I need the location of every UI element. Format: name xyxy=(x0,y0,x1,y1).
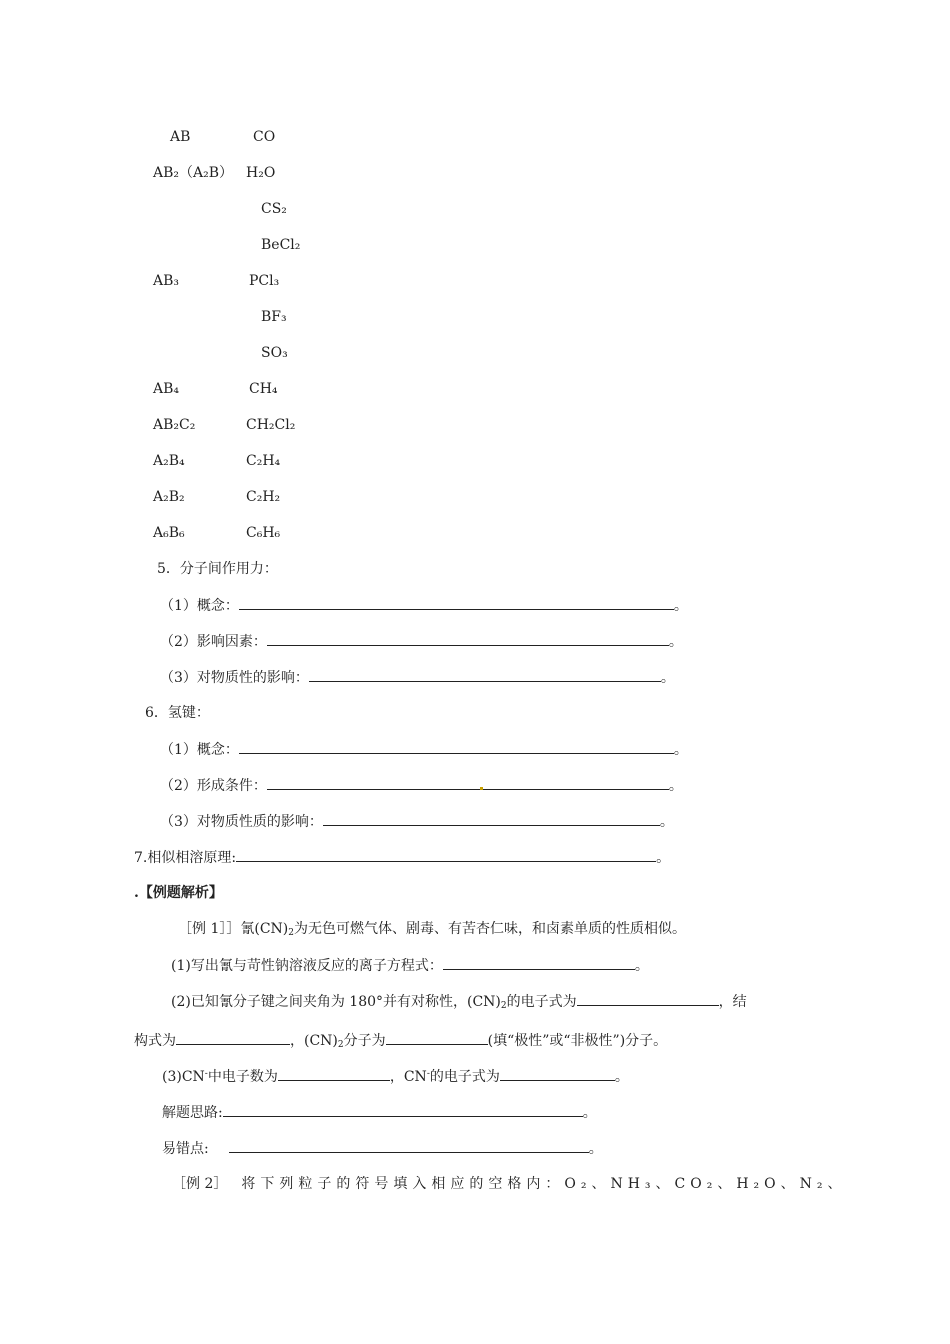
period: 。 xyxy=(659,814,674,830)
example-pcl3: PCl₃ xyxy=(249,273,280,289)
q1-text: (1)写出氰与苛性钠溶液反应的离子方程式： xyxy=(171,958,443,974)
example-1-error xyxy=(162,1139,603,1158)
section-5-item-3 xyxy=(160,668,675,687)
type-ab4: AB₄ xyxy=(153,381,180,397)
period: 。 xyxy=(582,1105,597,1121)
answer-blank[interactable] xyxy=(386,1031,488,1045)
q3-text-b: 中电子数为 xyxy=(207,1069,278,1085)
section-5-item-1 xyxy=(160,596,688,615)
period: 。 xyxy=(673,598,688,614)
error-label: 易错点: xyxy=(162,1141,209,1157)
answer-blank[interactable] xyxy=(500,1067,615,1081)
example-1-q2-line1 xyxy=(171,992,747,1011)
type-ab: AB xyxy=(170,129,191,145)
answer-blank[interactable] xyxy=(267,632,669,646)
section-7-label: 7.相似相溶原理: xyxy=(134,850,237,866)
answer-blank[interactable] xyxy=(236,848,656,862)
answer-blank[interactable] xyxy=(267,776,669,790)
section-6-item-2 xyxy=(160,776,683,795)
type-a2b2: A₂B₂ xyxy=(153,489,185,505)
example-becl2: BeCl₂ xyxy=(261,237,301,253)
example-ch4: CH₄ xyxy=(249,381,278,397)
example-so3: SO₃ xyxy=(261,345,288,361)
q2-text-e: ，(CN) xyxy=(290,1033,338,1049)
q3-text-a: (3)CN xyxy=(162,1069,205,1085)
period: 。 xyxy=(614,1069,629,1085)
period: 。 xyxy=(656,850,671,866)
subscript: 2 xyxy=(500,1001,507,1011)
example-c2h4: C₂H₄ xyxy=(246,453,281,469)
example-c6h6: C₆H₆ xyxy=(246,525,281,541)
q2-text-d: 构式为 xyxy=(134,1033,176,1049)
answer-blank[interactable] xyxy=(239,740,674,754)
answer-blank[interactable] xyxy=(577,992,719,1006)
example-1-intro-b: 为无色可燃气体、剧毒、有苦杏仁味，和卤素单质的性质相似。 xyxy=(293,921,686,937)
type-ab2c2: AB₂C₂ xyxy=(153,417,196,433)
section-5-item-2 xyxy=(160,632,683,651)
examples-heading: .【例题解析】 xyxy=(134,885,223,901)
type-ab3: AB₃ xyxy=(153,273,180,289)
superscript: - xyxy=(204,1069,208,1079)
period: 。 xyxy=(660,670,675,686)
answer-blank[interactable] xyxy=(176,1031,290,1045)
example-bf3: BF₃ xyxy=(261,309,287,325)
section-6-item-1-label: （1）概念： xyxy=(160,742,239,758)
answer-blank[interactable] xyxy=(278,1067,390,1081)
answer-blank[interactable] xyxy=(229,1139,589,1153)
period: 。 xyxy=(588,1141,603,1157)
example-1-intro-a: ［例 1］］氰(CN) xyxy=(178,921,289,937)
example-ch2cl2: CH₂Cl₂ xyxy=(246,417,296,433)
example-1-q1 xyxy=(171,956,649,975)
example-h2o: H₂O xyxy=(246,165,276,181)
period: 。 xyxy=(634,958,649,974)
period: 。 xyxy=(673,742,688,758)
answer-blank[interactable] xyxy=(309,668,661,682)
q3-text-d: 的电子式为 xyxy=(429,1069,500,1085)
example-1-intro xyxy=(178,920,686,938)
section-5-item-1-label: （1）概念： xyxy=(160,598,239,614)
answer-blank[interactable] xyxy=(323,812,660,826)
section-6-item-3-label: （3）对物质性质的影响： xyxy=(160,814,323,830)
period: 。 xyxy=(668,634,683,650)
example-2-text: 将下列粒子的符号填入相应的空格内：O₂、NH₃、CO₂、H₂O、N₂、 xyxy=(241,1176,847,1192)
section-6-item-1 xyxy=(160,740,688,759)
section-6-item-2-label: （2）形成条件： xyxy=(160,778,267,794)
think-label: 解题思路: xyxy=(162,1105,223,1121)
answer-blank[interactable] xyxy=(223,1103,583,1117)
type-a6b6: A₆B₆ xyxy=(153,525,185,541)
section-6-title: 6．氢键： xyxy=(145,705,210,721)
q3-text-c: ，CN xyxy=(389,1069,427,1085)
type-ab2: AB₂（A₂B） xyxy=(153,165,234,181)
answer-blank[interactable] xyxy=(239,596,674,610)
section-6-item-3 xyxy=(160,812,674,831)
q2-text-a: (2)已知氰分子键之间夹角为 180°并有对称性，(CN) xyxy=(171,994,501,1010)
subscript: 2 xyxy=(337,1040,344,1050)
example-1-q2-line2 xyxy=(134,1031,667,1050)
example-cs2: CS₂ xyxy=(261,201,287,217)
example-c2h2: C₂H₂ xyxy=(246,489,281,505)
section-5-item-3-label: （3）对物质性的影响： xyxy=(160,670,309,686)
q2-text-b: 的电子式为 xyxy=(506,994,577,1010)
answer-blank[interactable] xyxy=(443,956,635,970)
example-2 xyxy=(172,1175,846,1193)
q2-text-f: 分子为 xyxy=(343,1033,386,1049)
type-a2b4: A₂B₄ xyxy=(153,453,185,469)
q2-text-c: ，结 xyxy=(718,994,747,1010)
stray-mark xyxy=(480,787,483,790)
subscript: 2 xyxy=(288,928,294,938)
example-1-q3 xyxy=(162,1067,629,1086)
q2-text-g: (填“极性”或“非极性”)分子。 xyxy=(487,1033,668,1049)
section-7 xyxy=(134,848,670,867)
section-5-title: 5．分子间作用力： xyxy=(157,561,278,577)
example-co: CO xyxy=(253,129,276,145)
superscript: - xyxy=(426,1069,430,1079)
period: 。 xyxy=(668,778,683,794)
example-1-think xyxy=(162,1103,597,1122)
example-2-label: ［例 2］ xyxy=(172,1176,228,1192)
section-5-item-2-label: （2）影响因素： xyxy=(160,634,267,650)
